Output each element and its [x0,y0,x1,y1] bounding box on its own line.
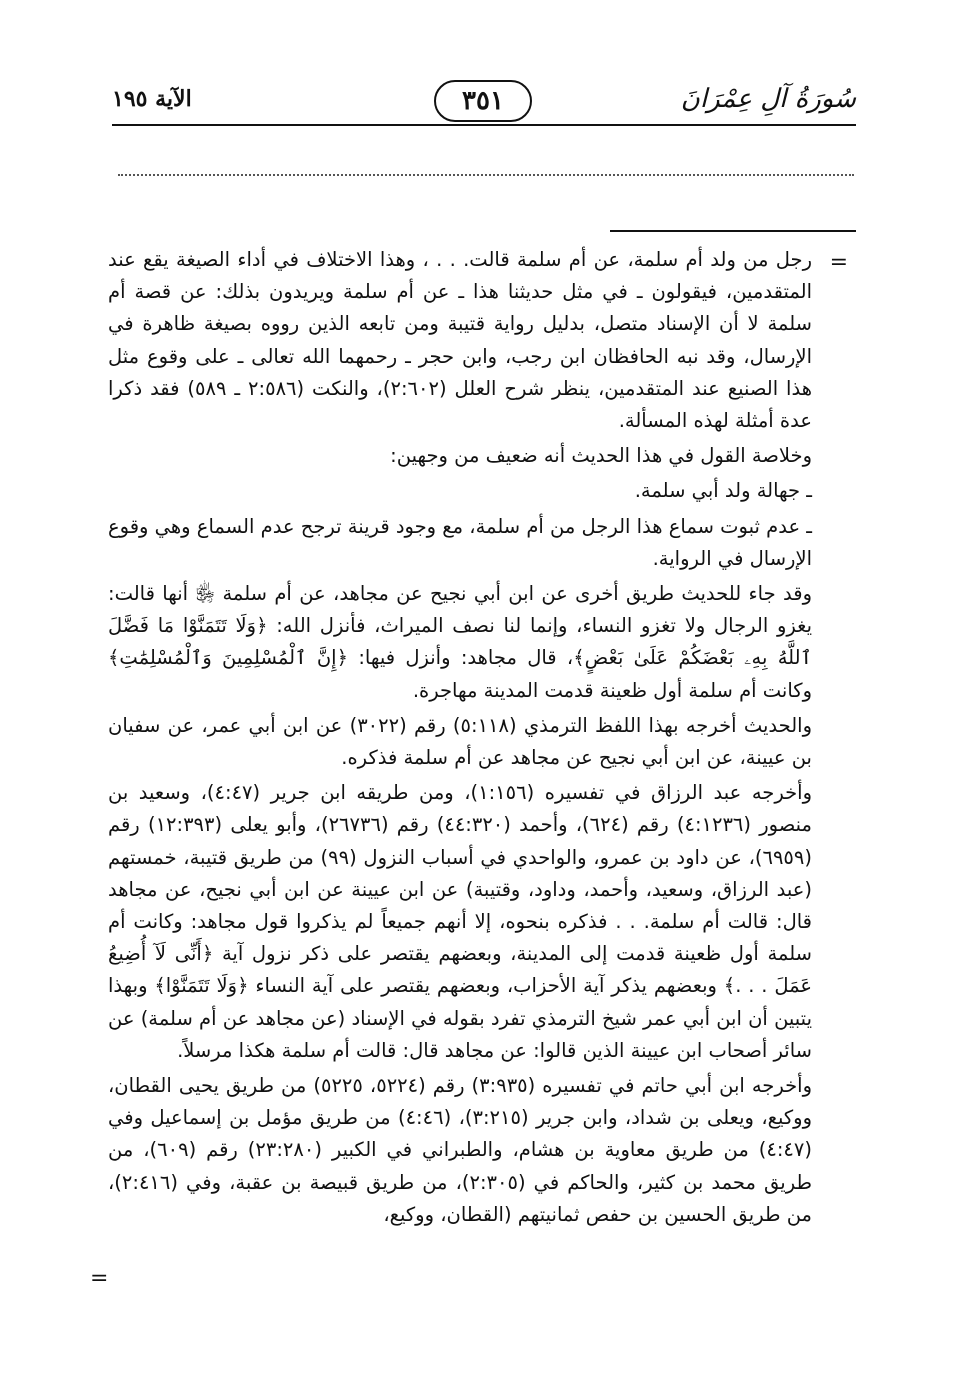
page-number-badge: ٣٥١ [434,80,532,122]
footnote-body [108,244,812,1234]
header-rule [112,124,856,126]
continuation-end-mark: = [90,1266,109,1291]
footnote-rule [610,230,856,232]
paragraph: وأخرجه عبد الرزاق في تفسيره (١:١٥٦)، ومن طريقه ابن جرير (٤:٤٧)، وسعيد بن منصور (٤:١٢٣٦) رقم (٦٢٤)، وأحمد (٤٤:٣٢٠) رقم (٢٦٧٣٦)، وأبو يعلى (١٢:٣٩٣) رقم (٦٩٥٩)، عن داود بن عمرو، والواحدي في أسباب النزول (٩٩) من طريق قتيبة، خمستهم (عبد الرزاق، وسعيد، وأحمد، وداود، وقتيبة) عن ابن عيينة عن ابن أبي نجيح، عن مجاهد قال: قالت أم سلمة. . . فذكره بنحوه، إلا أنهم جميعاً لم يذكروا قول مجاهد: وكانت أم سلمة أول ظعينة قدمت إلى المدينة، وبعضهم يقتصر على ذكر نزول آية ﴿أَنِّى لَآ أُضِيعُ عَمَلَ . . .﴾ وبعضهم يذكر آية الأحزاب، وبعضهم يقتصر على آية النساء ﴿وَلَا تَتَمَنَّوْا﴾ وبهذا يتبين أن ابن أبي عمر شيخ الترمذي تفرد بقوله في الإسناد (عن مجاهد عن أم سلمة) عن سائر أصحاب ابن عيينة الذين قالوا: عن مجاهد قال: قالت أم سلمة هكذا مرسلاً. [108,781,813,1062]
page-header [0,0,966,140]
ayah-reference: الآية ١٩٥ [112,86,192,112]
dotted-separator [118,174,854,176]
surah-title: سُورَةُ آلِ عِمْرَانَ [680,84,856,114]
paragraph: ـ جهالة ولد أبي سلمة. [634,479,812,503]
paragraph: رجل من ولد أم سلمة، عن أم سلمة قالت. . . ، وهذا الاختلاف في أداء الصيغة يقع عند المتقدمين، فيقولون ـ في مثل حديثنا هذا ـ عن أم سلمة ويريدون بذلك: عن قصة أم سلمة لا أن الإسناد متصل، بدليل رواية قتيبة ومن تابعه الذين رووه بصيغة ظاهرة في الإرسال، وقد نبه الحافظان ابن رجب، وابن حجر ـ رحمهما الله تعالى ـ على وقوع مثل هذا الصنيع عند المتقدمين، ينظر شرح العلل (٢:٦٠٢)، والنكت (٢:٥٨٦ ـ ٥٨٩) فقد ذكرا عدة أمثلة لهذه المسألة. [108,248,812,433]
paragraph: وخلاصة القول في هذا الحديث أنه ضعيف من وجهين: [390,444,812,468]
paragraph: ـ عدم ثبوت سماع هذا الرجل من أم سلمة، مع وجود قرينة ترجح عدم السماع وهي وقوع الإرسال في الرواية. [108,514,812,570]
continuation-mark: = [829,250,848,275]
paragraph: والحديث أخرجه بهذا اللفظ الترمذي (٥:١١٨) رقم (٣٠٢٢) عن ابن أبي عمر، عن سفيان بن عيينة، عن ابن أبي نجيح عن مجاهد عن أم سلمة فذكره. [108,713,812,770]
paragraph: وأخرجه ابن أبي حاتم في تفسيره (٣:٩٣٥) رقم (٥٢٢٤، ٥٢٢٥) من طريق يحيى القطان، ووكيع، ويعلى بن شداد، وابن جرير (٣:٢١٥)، (٤:٤٦) من طريق مؤمل بن إسماعيل وفي (٤:٤٧) من طريق معاوية بن هشام، والطبراني في الكبير (٢٣:٢٨٠) رقم (٦٠٩)، من طريق محمد بن كثير، والحاكم في (٢:٣٠٥)، من طريق قبيصة بن عقبة، وفي (٢:٤١٦)، من طريق الحسين بن حفص ثمانيتهم (القطان، ووكيع، [108,1074,813,1226]
paragraph: وقد جاء للحديث طريق أخرى عن ابن أبي نجيح عن مجاهد، عن أم سلمة ﵂ أنها قالت: يغزو الرجال ولا تغزو النساء، وإنما لنا نصف الميراث، فأنزل الله: ﴿وَلَا تَتَمَنَّوْا مَا فَضَّلَ ٱللَّهُ بِهِۦ بَعْضَكُمْ عَلَىٰ بَعْضٍ﴾، قال مجاهد: وأنزل فيها: ﴿إِنَّ ٱلْمُسْلِمِينَ وَٱلْمُسْلِمَٰتِ﴾ وكانت أم سلمة أول ظعينة قدمت المدينة مهاجرة. [108,582,812,702]
